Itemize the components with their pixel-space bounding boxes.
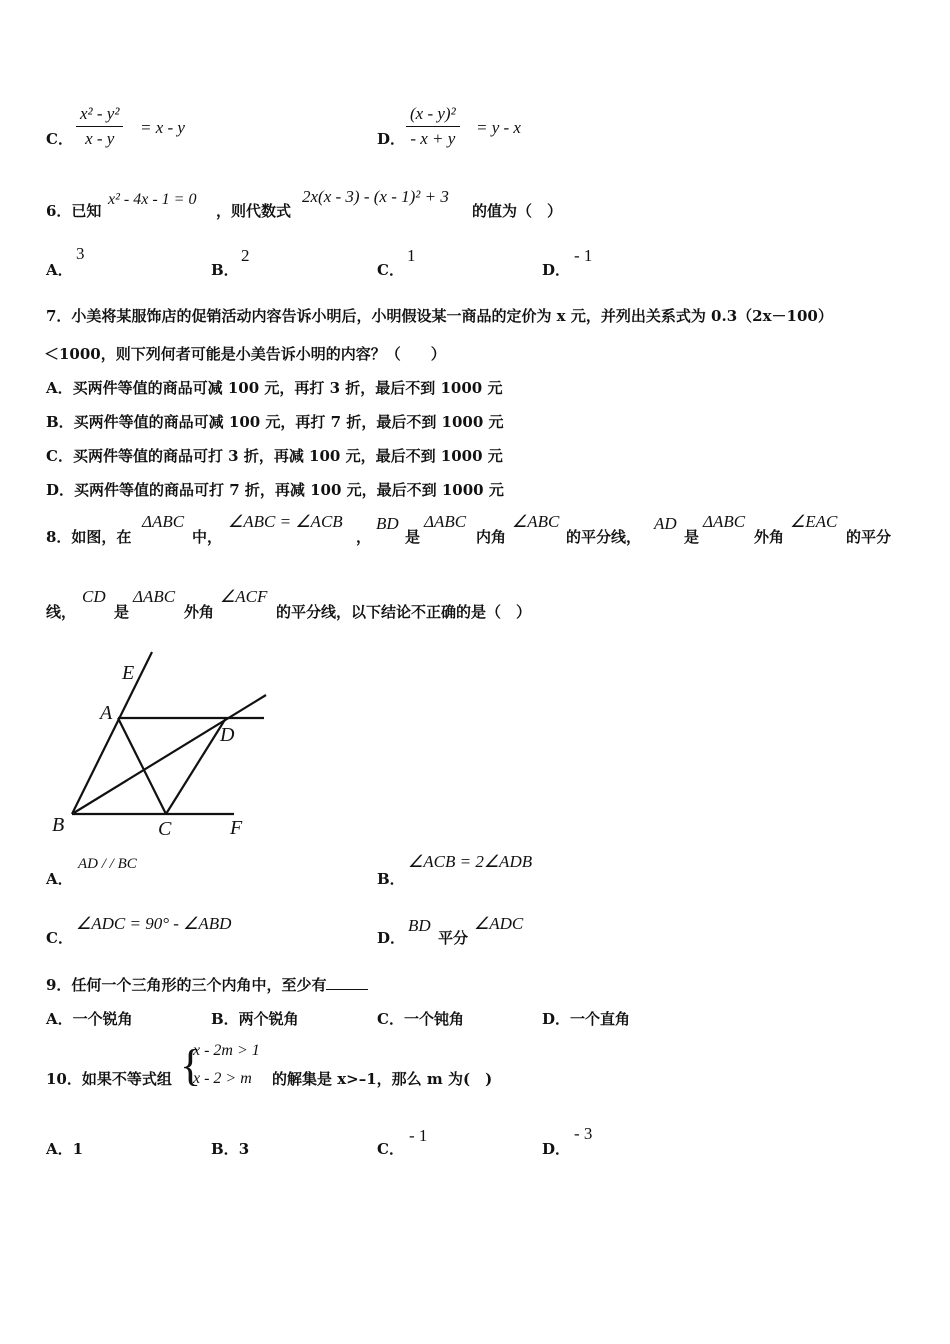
q8-text-12: 外角 [184,603,215,621]
q8-text-10: 线， [46,603,77,621]
q8-text-9: 的平分 [846,528,892,546]
q10-option-d-label: D． [542,1140,571,1158]
q6-option-c-value: 1 [407,246,416,265]
q8-text-4: 是 [405,528,421,546]
q6-expression: 2x(x - 3) - (x - 1)² + 3 [302,187,449,206]
q8-option-b-math: ∠ACB = 2∠ADB [408,852,533,871]
q6-option-b-value: 2 [241,246,250,265]
q10-inequality-1: x - 2m > 1 [193,1042,260,1059]
q5-d-numerator: (x - y)² [406,104,460,127]
line-cd [166,718,226,814]
q5-c-rhs: = x - y [140,118,185,137]
label-c: C [158,818,172,840]
q5-option-d-fraction [406,104,460,149]
q6-suffix: 的值为（ ） [472,202,563,220]
q8-option-c-label: C． [46,929,73,947]
q9-question [46,974,368,995]
q7-option-a: A．买两件等值的商品可减 100 元，再打 3 折，最后不到 1000 元 [46,379,503,397]
q6-option-d-value: - 1 [574,246,593,265]
label-e: E [122,662,135,684]
q8-text-3: ， [356,528,372,546]
q10-option-b-label: B． [211,1140,239,1158]
line-ac [118,718,166,814]
q8-math-5: ∠ABC [512,512,560,531]
q8-math-1: ΔABC [142,512,185,531]
q8-text-8: 外角 [754,528,785,546]
q8-option-c-math: ∠ADC = 90° - ∠ABD [76,914,232,933]
q8-text-5: 内角 [476,528,507,546]
q10-suffix: 的解集是 x>–1，那么 m 为( ) [272,1070,493,1088]
q10-inequality-2: x - 2 > m [193,1070,252,1087]
q7-option-b: B．买两件等值的商品可减 100 元，再打 7 折，最后不到 1000 元 [46,413,504,431]
q8-math-7: ΔABC [703,512,746,531]
q5-c-denominator: x - y [85,129,115,148]
q10-prefix: 10．如果不等式组 [46,1070,172,1088]
q5-c-numerator: x² - y² [76,104,123,127]
q6-option-a-value: 3 [76,244,85,263]
label-d: D [220,724,235,746]
q8-math-8: ∠EAC [790,512,838,531]
q8-math-6: AD [654,514,677,533]
q10-option-c-label: C． [377,1140,404,1158]
q9-text: 9．任何一个三角形的三个内角中，至少有 [46,976,327,994]
q9-option-a: A．一个锐角 [46,1010,133,1028]
q8-math-10: ΔABC [133,587,176,606]
q8-option-d-math-2: ∠ADC [474,914,524,933]
q9-answer-blank[interactable] [326,977,368,990]
q7-option-c: C．买两件等值的商品可打 3 折，再减 100 元，最后不到 1000 元 [46,447,503,465]
q8-text-2: 中， [192,528,223,546]
q8-text-13: 的平分线，以下结论不正确的是（ ） [276,603,532,621]
q6-option-d-label: D． [542,261,571,279]
q8-math-11: ∠ACF [220,587,268,606]
q5-d-rhs: = y - x [476,118,521,137]
q9-option-d: D．一个直角 [542,1010,631,1028]
label-a: A [100,702,113,724]
q8-math-9: CD [82,587,106,606]
q8-option-d-math: BD [408,916,431,935]
q10-option-c-value: - 1 [409,1126,428,1145]
label-b: B [52,814,65,836]
q5-option-c-fraction [76,104,123,149]
q6-option-b-label: B． [211,261,239,279]
label-f: F [230,817,243,839]
q10-option-a-value: 1 [72,1140,84,1158]
q8-text-1: 8．如图，在 [46,528,132,546]
q8-text-7: 是 [684,528,700,546]
q6-condition: x² - 4x - 1 = 0 [108,191,197,208]
q10-option-d-value: - 3 [574,1124,593,1143]
q8-math-2: ∠ABC = ∠ACB [228,512,343,531]
q10-system-brace: { [180,1041,202,1090]
q10-option-a [46,1138,83,1159]
q8-option-d-text: 平分 [438,929,469,947]
q10-option-b [211,1138,249,1159]
q9-option-c: C．一个钝角 [377,1010,464,1028]
q6-option-a-label: A． [46,261,73,279]
q8-option-d-label: D． [377,929,406,947]
q8-option-a-label: A． [46,870,73,888]
q8-option-b-label: B． [377,870,405,888]
q8-text-11: 是 [114,603,130,621]
q6-option-c-label: C． [377,261,404,279]
q8-math-3: BD [376,514,399,533]
q7-option-d: D．买两件等值的商品可打 7 折，再减 100 元，最后不到 1000 元 [46,481,504,499]
q7-line-1: 7．小美将某服饰店的促销活动内容告诉小明后，小明假设某一商品的定价为 x 元，并列出关系式为 0.3（2x－100） [46,307,833,325]
q8-math-4: ΔABC [424,512,467,531]
q6-mid: ，则代数式 [216,202,292,220]
q10-option-a-label: A． [46,1140,73,1158]
q5-option-d-label: D． [377,130,406,148]
q8-geometry-figure [48,645,288,845]
q5-d-denominator: - x + y [410,129,456,148]
q5-option-c-label: C． [46,130,73,148]
q7-line-2: ＜1000，则下列何者可能是小美告诉小明的内容？（ ） [44,345,446,363]
q9-option-b: B．两个锐角 [211,1010,299,1028]
q6-prefix: 6．已知 [46,202,102,220]
q8-text-6: 的平分线， [566,528,642,546]
q8-option-a-math: AD / / BC [78,856,137,872]
q10-option-b-value: 3 [238,1140,250,1158]
